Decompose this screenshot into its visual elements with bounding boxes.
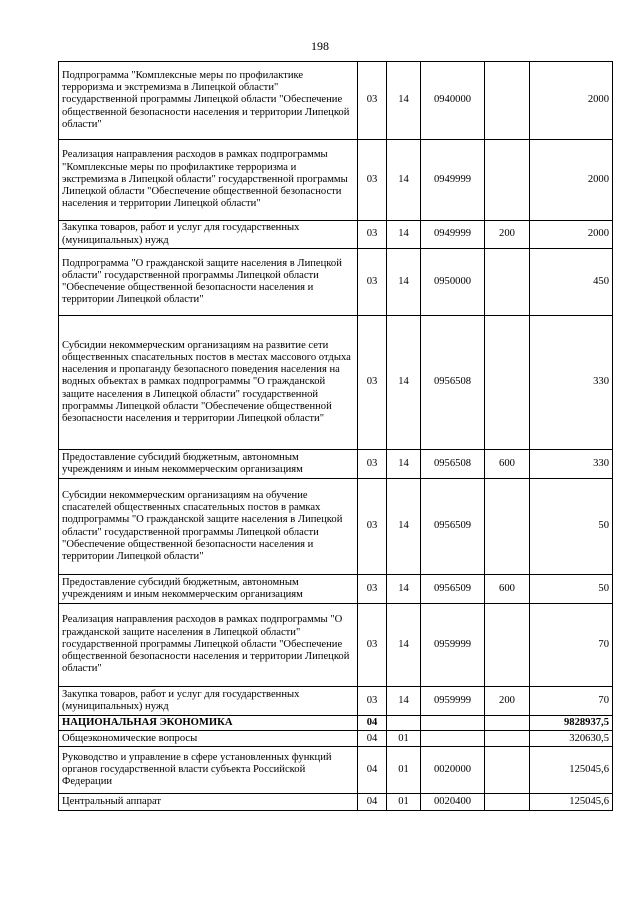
amount-cell: 330 (530, 450, 613, 479)
target-code-cell (421, 716, 485, 731)
target-code-cell: 0020000 (421, 747, 485, 794)
section-code-cell: 03 (358, 221, 387, 249)
expense-type-cell (485, 62, 530, 140)
table-row (59, 249, 613, 316)
expense-type-cell: 600 (485, 450, 530, 479)
expense-type-cell (485, 716, 530, 731)
table-row (59, 731, 613, 747)
row-name-cell: Руководство и управление в сфере установленных функций органов государственной власти субъекта Российской Федерации (59, 747, 358, 794)
section-code-cell: 04 (358, 731, 387, 747)
subsection-code-cell: 01 (387, 731, 421, 747)
subsection-code-cell: 14 (387, 221, 421, 249)
section-code-cell: 03 (358, 140, 387, 221)
table-row (59, 716, 613, 731)
amount-cell: 2000 (530, 221, 613, 249)
amount-cell: 2000 (530, 140, 613, 221)
target-code-cell: 0956508 (421, 316, 485, 450)
table-row (59, 604, 613, 687)
table-row (59, 140, 613, 221)
amount-cell: 320630,5 (530, 731, 613, 747)
table-row (59, 687, 613, 716)
table-row (59, 479, 613, 575)
target-code-cell: 0949999 (421, 140, 485, 221)
target-code-cell: 0020400 (421, 794, 485, 811)
amount-cell: 70 (530, 687, 613, 716)
section-code-cell: 03 (358, 249, 387, 316)
section-code-cell: 03 (358, 687, 387, 716)
target-code-cell: 0950000 (421, 249, 485, 316)
row-name-cell: Общеэкономические вопросы (59, 731, 358, 747)
row-name-cell: Предоставление субсидий бюджетным, автономным учреждениям и иным некоммерческим организациям (59, 450, 358, 479)
amount-cell: 450 (530, 249, 613, 316)
amount-cell: 50 (530, 575, 613, 604)
expense-type-cell (485, 747, 530, 794)
target-code-cell: 0956509 (421, 575, 485, 604)
table-row (59, 794, 613, 811)
row-name-cell: Субсидии некоммерческим организациям на обучение спасателей общественных спасательных постов в рамках подпрограммы "О гражданской защите населения в Липецкой области" государственной программы Липецкой области "Обеспечение общественной безопасности населения и территории Липецкой области" (59, 479, 358, 575)
table-row (59, 747, 613, 794)
subsection-code-cell: 01 (387, 747, 421, 794)
target-code-cell: 0956509 (421, 479, 485, 575)
subsection-code-cell: 14 (387, 479, 421, 575)
section-code-cell: 03 (358, 450, 387, 479)
section-code-cell: 04 (358, 747, 387, 794)
section-code-cell: 03 (358, 479, 387, 575)
table-row (59, 450, 613, 479)
target-code-cell: 0959999 (421, 604, 485, 687)
table-row (59, 221, 613, 249)
budget-table (58, 61, 613, 811)
expense-type-cell (485, 794, 530, 811)
expense-type-cell (485, 731, 530, 747)
amount-cell: 50 (530, 479, 613, 575)
row-name-cell: Реализация направления расходов в рамках подпрограммы "О гражданской защите населения в Липецкой области" государственной программы Липецкой области "Обеспечение общественной безопасности населения и территории Липецкой области" (59, 604, 358, 687)
table-row (59, 575, 613, 604)
table-body (59, 62, 613, 811)
amount-cell: 2000 (530, 62, 613, 140)
expense-type-cell (485, 316, 530, 450)
row-name-cell: Закупка товаров, работ и услуг для государственных (муниципальных) нужд (59, 221, 358, 249)
expense-type-cell: 600 (485, 575, 530, 604)
section-code-cell: 04 (358, 716, 387, 731)
subsection-code-cell: 14 (387, 316, 421, 450)
expense-type-cell (485, 140, 530, 221)
target-code-cell (421, 731, 485, 747)
subsection-code-cell: 14 (387, 687, 421, 716)
subsection-code-cell: 14 (387, 604, 421, 687)
expense-type-cell (485, 479, 530, 575)
table-row (59, 316, 613, 450)
subsection-code-cell: 14 (387, 140, 421, 221)
amount-cell: 125045,6 (530, 747, 613, 794)
target-code-cell: 0940000 (421, 62, 485, 140)
page-number: 198 (311, 39, 329, 53)
row-name-cell: Реализация направления расходов в рамках подпрограммы "Комплексные меры по профилактике терроризма и экстремизма в Липецкой области" государственной программы Липецкой области "Обеспечение общественной безопасности населения и территории Липецкой области" (59, 140, 358, 221)
table-row (59, 62, 613, 140)
amount-cell: 9828937,5 (530, 716, 613, 731)
target-code-cell: 0959999 (421, 687, 485, 716)
amount-cell: 70 (530, 604, 613, 687)
subsection-code-cell: 14 (387, 62, 421, 140)
section-code-cell: 03 (358, 316, 387, 450)
section-code-cell: 03 (358, 575, 387, 604)
amount-cell: 330 (530, 316, 613, 450)
subsection-code-cell: 14 (387, 575, 421, 604)
row-name-cell: Центральный аппарат (59, 794, 358, 811)
subsection-code-cell (387, 716, 421, 731)
subsection-code-cell: 14 (387, 450, 421, 479)
subsection-code-cell: 14 (387, 249, 421, 316)
section-code-cell: 03 (358, 62, 387, 140)
subsection-code-cell: 01 (387, 794, 421, 811)
row-name-cell: Закупка товаров, работ и услуг для государственных (муниципальных) нужд (59, 687, 358, 716)
row-name-cell: Субсидии некоммерческим организациям на развитие сети общественных спасательных постов в местах массового отдыха населения и пропаганду безопасного поведения населения на водных объектах в рамках подпрограммы "О гражданской защите населения в Липецкой области" государственной программы Липецкой области "Обеспечение общественной безопасности населения и территории Липецкой области" (59, 316, 358, 450)
section-code-cell: 03 (358, 604, 387, 687)
amount-cell: 125045,6 (530, 794, 613, 811)
section-code-cell: 04 (358, 794, 387, 811)
row-name-cell: Подпрограмма "О гражданской защите населения в Липецкой области" государственной программы Липецкой области "Обеспечение общественной безопасности населения и территории Липецкой области" (59, 249, 358, 316)
row-name-cell: НАЦИОНАЛЬНАЯ ЭКОНОМИКА (59, 716, 358, 731)
row-name-cell: Предоставление субсидий бюджетным, автономным учреждениям и иным некоммерческим организациям (59, 575, 358, 604)
expense-type-cell (485, 604, 530, 687)
expense-type-cell: 200 (485, 687, 530, 716)
expense-type-cell (485, 249, 530, 316)
expense-type-cell: 200 (485, 221, 530, 249)
target-code-cell: 0949999 (421, 221, 485, 249)
row-name-cell: Подпрограмма "Комплексные меры по профилактике терроризма и экстремизма в Липецкой области" государственной программы Липецкой области "Обеспечение общественной безопасности населения и территории Липецкой области" (59, 62, 358, 140)
target-code-cell: 0956508 (421, 450, 485, 479)
